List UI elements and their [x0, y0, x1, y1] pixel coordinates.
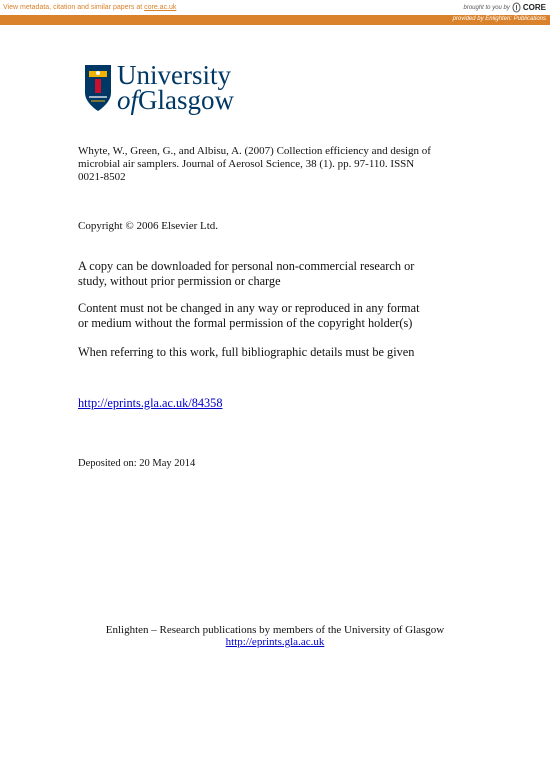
core-banner — [0, 0, 550, 15]
citation-line-3: 0021-8502 — [78, 171, 126, 183]
content-notice-line-2: or medium without the formal permission of the copyright holder(s) — [78, 316, 413, 330]
content-notice — [78, 301, 478, 331]
core-metadata-label: View metadata, citation and similar papers at — [3, 4, 145, 11]
university-logo — [83, 60, 253, 123]
download-notice-line-2: study, without prior permission or charge — [78, 274, 281, 288]
download-notice — [78, 259, 478, 289]
brought-to-you-label: brought to you by — [463, 4, 510, 11]
provided-by-bar — [0, 15, 550, 25]
referring-notice: When referring to this work, full bibliographic details must be given — [78, 345, 415, 359]
content-notice-line-1: Content must not be changed in any way or reproduced in any format — [78, 301, 420, 315]
wordmark-university: University — [117, 60, 231, 90]
wordmark-glasgow: Glasgow — [138, 85, 235, 115]
core-metadata-text — [3, 4, 176, 11]
core-brand[interactable] — [464, 2, 547, 13]
university-crest-icon — [83, 63, 113, 113]
copyright-notice: Copyright © 2006 Elsevier Ltd. — [78, 220, 219, 232]
core-logo-icon — [512, 2, 521, 13]
download-notice-line-1: A copy can be downloaded for personal non-commercial research or — [78, 259, 415, 273]
core-link[interactable]: core.ac.uk — [144, 4, 177, 11]
footer-eprints-link[interactable]: http://eprints.gla.ac.uk — [225, 636, 325, 648]
deposited-date: Deposited on: 20 May 2014 — [78, 458, 196, 469]
citation-line-1: Whyte, W., Green, G., and Albisu, A. (2007) Collection efficiency and design of — [78, 145, 431, 157]
eprint-link[interactable]: http://eprints.gla.ac.uk/84358 — [78, 396, 223, 410]
citation — [78, 145, 478, 184]
footer-enlighten: Enlighten – Research publications by members of the University of Glasgow — [105, 624, 445, 636]
wordmark-of-glasgow — [117, 87, 234, 114]
core-name: CORE — [522, 3, 546, 12]
provided-by-text: provided by Enlighten: Publications — [452, 16, 546, 22]
citation-line-2: microbial air samplers. Journal of Aerosol Science, 38 (1). pp. 97-110. ISSN — [78, 158, 415, 170]
wordmark-of: of — [117, 85, 139, 115]
